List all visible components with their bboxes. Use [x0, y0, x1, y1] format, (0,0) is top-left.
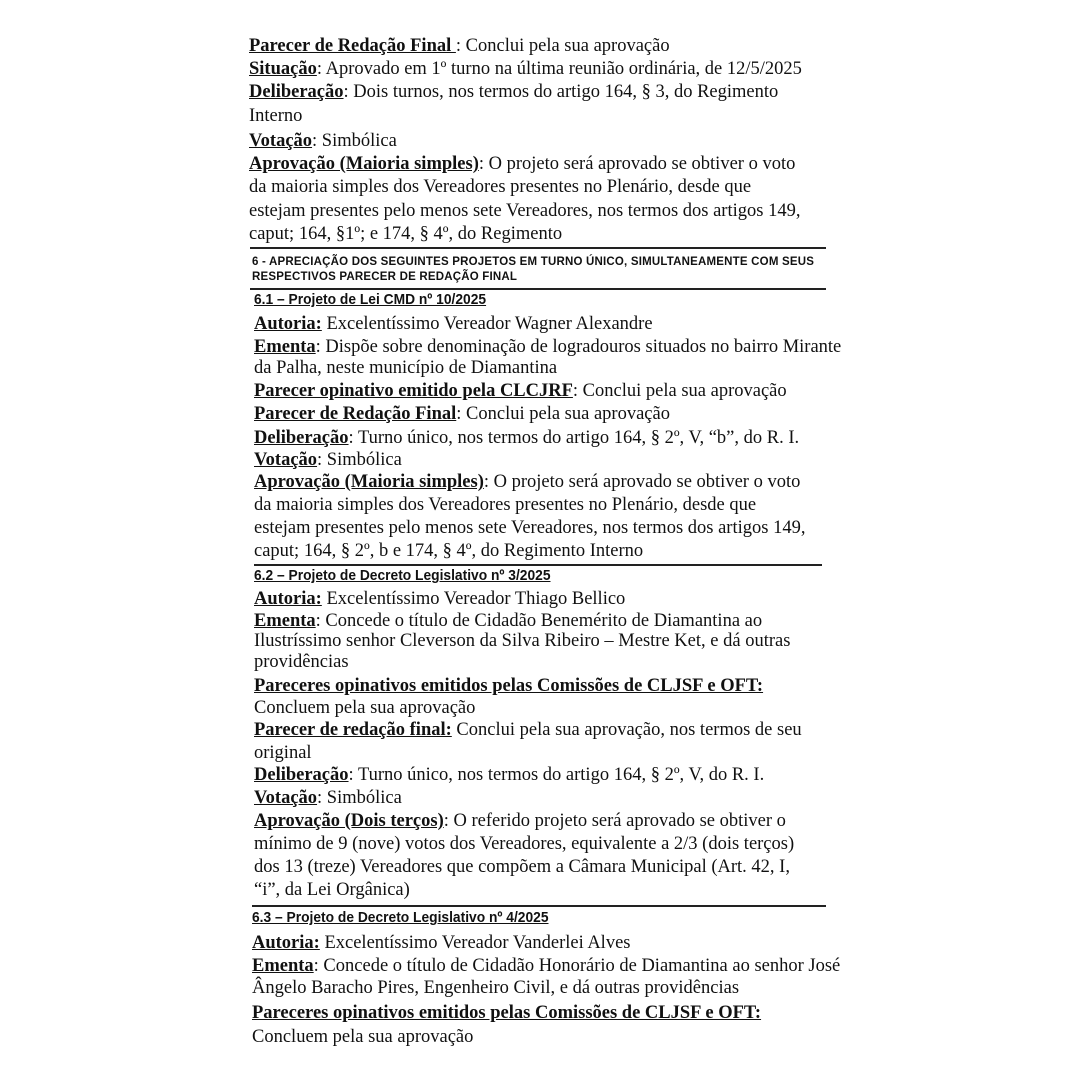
field-text: : Conclui pela sua aprovação [456, 404, 670, 424]
field-text: : Dispõe sobre denominação de logradouros situados no bairro Mirante [315, 337, 842, 357]
field-text: : Concede o título de Cidadão Benemérito de Diamantina ao [315, 611, 763, 631]
field-label: Pareceres opinativos emitidos pelas Comissões de CLJSF e OFT: [254, 676, 764, 696]
paragraph-line [249, 153, 795, 175]
field-label: Parecer de redação final: [254, 720, 452, 740]
field-text: Conclui pela sua aprovação, nos termos de seu [451, 720, 802, 740]
paragraph-line [249, 81, 778, 103]
field-text: : Simbólica [317, 450, 402, 470]
paragraph-line: caput; 164, § 2º, b e 174, § 4º, do Regimento Interno [254, 541, 644, 561]
section-rule [250, 288, 826, 290]
section-rule [250, 247, 826, 249]
paragraph-line [254, 588, 625, 610]
field-text: : Conclui pela sua aprovação [455, 36, 670, 56]
paragraph-line: da Palha, neste município de Diamantina [254, 358, 558, 378]
field-label: Deliberação [254, 765, 349, 785]
field-text: : O projeto será aprovado se obtiver o voto [483, 472, 801, 492]
paragraph-line: Concluem pela sua aprovação [252, 1027, 474, 1047]
paragraph-line [254, 719, 802, 741]
paragraph-line: caput; 164, §1º; e 174, § 4º, do Regimento [249, 224, 563, 244]
paragraph-line [249, 130, 397, 152]
paragraph-line [254, 313, 653, 335]
paragraph-line [252, 955, 840, 977]
field-text: : Turno único, nos termos do artigo 164, § 2º, V, “b”, do R. I. [348, 428, 800, 448]
field-label: Deliberação [254, 428, 349, 448]
paragraph-line: estejam presentes pelo menos sete Vereadores, nos termos dos artigos 149, [249, 201, 801, 221]
paragraph-line: Interno [249, 106, 303, 126]
paragraph-line: da maioria simples dos Vereadores presentes no Plenário, desde que [254, 495, 757, 515]
field-text: Excelentíssimo Vereador Wagner Alexandre [321, 314, 653, 334]
field-text: : Aprovado em 1º turno na última reunião ordinária, de 12/5/2025 [316, 59, 802, 79]
paragraph-line [254, 403, 670, 425]
field-label: Autoria: [254, 314, 322, 334]
field-text: : Turno único, nos termos do artigo 164, § 2º, V, do R. I. [348, 765, 765, 785]
field-label: Ementa [252, 956, 314, 976]
paragraph-line: providências [254, 652, 349, 672]
paragraph-line: Concluem pela sua aprovação [254, 698, 476, 718]
paragraph-line: “i”, da Lei Orgânica) [254, 880, 410, 900]
field-text: : Simbólica [312, 131, 397, 151]
paragraph-line [254, 810, 786, 832]
paragraph-line: mínimo de 9 (nove) votos dos Vereadores, equivalente a 2/3 (dois terços) [254, 834, 795, 854]
field-label: Pareceres opinativos emitidos pelas Comissões de CLJSF e OFT: [252, 1003, 762, 1023]
field-text: : Conclui pela sua aprovação [572, 381, 787, 401]
project-title: 6.1 – Projeto de Lei CMD nº 10/2025 [254, 291, 487, 308]
paragraph-line [254, 336, 841, 358]
paragraph-line [249, 58, 802, 80]
project-title: 6.3 – Projeto de Decreto Legislativo nº 4/2025 [252, 909, 549, 926]
paragraph-line [252, 932, 630, 954]
field-label: Ementa [254, 611, 316, 631]
paragraph-line: estejam presentes pelo menos sete Vereadores, nos termos dos artigos 149, [254, 518, 806, 538]
field-label: Deliberação [249, 82, 344, 102]
field-label: Votação [254, 450, 318, 470]
paragraph-line [249, 35, 670, 57]
project-title: 6.2 – Projeto de Decreto Legislativo nº 3/2025 [254, 567, 551, 584]
paragraph-line [254, 449, 402, 471]
field-label: Votação [254, 788, 318, 808]
paragraph-line [254, 380, 787, 402]
paragraph-line [254, 787, 402, 809]
field-text: : Simbólica [317, 788, 402, 808]
field-text: Excelentíssimo Vereador Thiago Bellico [321, 589, 626, 609]
paragraph-line [254, 471, 800, 493]
field-text: : Dois turnos, nos termos do artigo 164, § 3, do Regimento [343, 82, 779, 102]
paragraph-line [254, 610, 762, 632]
field-label: Situação [249, 59, 317, 79]
paragraph-line [254, 427, 799, 449]
field-text: : Concede o título de Cidadão Honorário de Diamantina ao senhor José [313, 956, 841, 976]
field-label: Autoria: [252, 933, 320, 953]
field-text: : O referido projeto será aprovado se obtiver o [443, 811, 786, 831]
section-rule [252, 905, 826, 907]
paragraph-line [254, 675, 763, 697]
section-heading-line: RESPECTIVOS PARECER DE REDAÇÃO FINAL [252, 271, 518, 283]
field-label: Parecer de Redação Final [254, 404, 457, 424]
paragraph-line: Ilustríssimo senhor Cleverson da Silva Ribeiro – Mestre Ket, e dá outras [254, 631, 791, 651]
field-label: Aprovação (Maioria simples) [254, 472, 484, 492]
field-label: Parecer de Redação Final [249, 36, 456, 56]
paragraph-line: dos 13 (treze) Vereadores que compõem a Câmara Municipal (Art. 42, I, [254, 857, 790, 877]
paragraph-line [252, 1002, 761, 1024]
field-label: Autoria: [254, 589, 322, 609]
paragraph-line [254, 764, 764, 786]
field-label: Parecer opinativo emitido pela CLCJRF [254, 381, 573, 401]
field-text: : O projeto será aprovado se obtiver o voto [478, 154, 796, 174]
field-text: Excelentíssimo Vereador Vanderlei Alves [319, 933, 631, 953]
field-label: Aprovação (Maioria simples) [249, 154, 479, 174]
field-label: Ementa [254, 337, 316, 357]
paragraph-line: original [254, 743, 312, 763]
field-label: Aprovação (Dois terços) [254, 811, 444, 831]
paragraph-line: Ângelo Baracho Pires, Engenheiro Civil, e dá outras providências [252, 978, 740, 998]
paragraph-line: da maioria simples dos Vereadores presentes no Plenário, desde que [249, 177, 752, 197]
field-label: Votação [249, 131, 313, 151]
section-heading-line: 6 - APRECIAÇÃO DOS SEGUINTES PROJETOS EM TURNO ÚNICO, SIMULTANEAMENTE COM SEUS [252, 256, 815, 268]
section-rule [254, 564, 822, 566]
